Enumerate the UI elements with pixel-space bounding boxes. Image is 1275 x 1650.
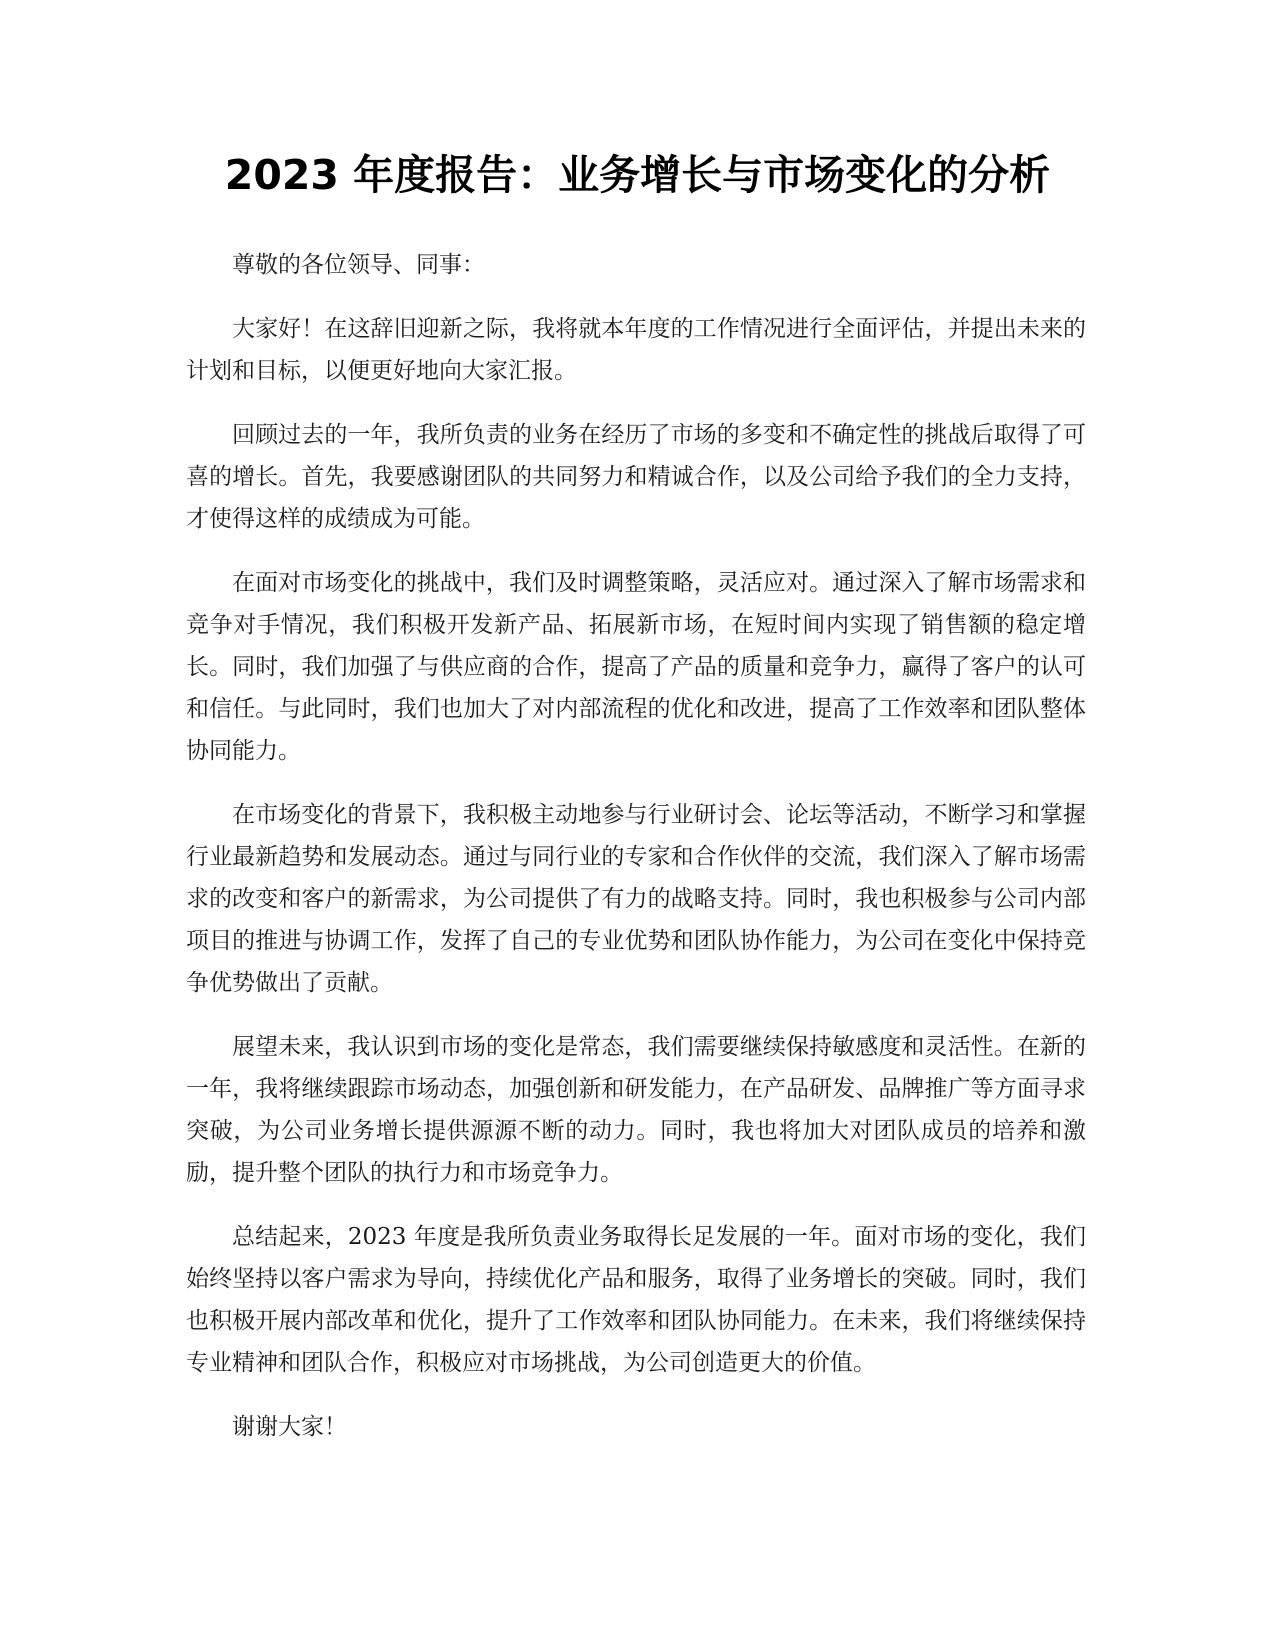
greeting-paragraph: 大家好！在这辞旧迎新之际，我将就本年度的工作情况进行全面评估，并提出未来的计划和目标，以便更好地向大家汇报。 — [186, 316, 1086, 384]
summary-paragraph: 总结起来，2023 年度是我所负责业务取得长足发展的一年。面对市场的变化，我们始终坚持以客户需求为导向，持续优化产品和服务，取得了业务增长的突破。同时，我们也积极开展内部改革和优化，提升了工作效率和团队协同能力。在未来，我们将继续保持专业精神和团队合作，积极应对市场挑战，为公司创造更大的价值。 — [186, 1224, 1086, 1376]
document-body — [186, 244, 1086, 1470]
market-response-paragraph: 在面对市场变化的挑战中，我们及时调整策略，灵活应对。通过深入了解市场需求和竞争对手情况，我们积极开发新产品、拓展新市场，在短时间内实现了销售额的稳定增长。同时，我们加强了与供应商的合作，提高了产品的质量和竞争力，赢得了客户的认可和信任。与此同时，我们也加大了对内部流程的优化和改进，提高了工作效率和团队整体协同能力。 — [186, 570, 1086, 764]
outlook-paragraph: 展望未来，我认识到市场的变化是常态，我们需要继续保持敏感度和灵活性。在新的一年，我将继续跟踪市场动态，加强创新和研发能力，在产品研发、品牌推广等方面寻求突破，为公司业务增长提供源源不断的动力。同时，我也将加大对团队成员的培养和激励，提升整个团队的执行力和市场竞争力。 — [186, 1034, 1086, 1186]
document-title: 2023 年度报告：业务增长与市场变化的分析 — [224, 151, 1051, 199]
salutation-paragraph: 尊敬的各位领导、同事： — [232, 252, 485, 278]
industry-learning-paragraph: 在市场变化的背景下，我积极主动地参与行业研讨会、论坛等活动，不断学习和掌握行业最新趋势和发展动态。通过与同行业的专家和合作伙伴的交流，我们深入了解市场需求的改变和客户的新需求，为公司提供了有力的战略支持。同时，我也积极参与公司内部项目的推进与协调工作，发挥了自己的专业优势和团队协作能力，为公司在变化中保持竞争优势做出了贡献。 — [186, 802, 1086, 996]
closing-paragraph: 谢谢大家！ — [232, 1414, 347, 1440]
review-paragraph: 回顾过去的一年，我所负责的业务在经历了市场的多变和不确定性的挑战后取得了可喜的增长。首先，我要感谢团队的共同努力和精诚合作，以及公司给予我们的全力支持，才使得这样的成绩成为可能。 — [186, 422, 1086, 532]
